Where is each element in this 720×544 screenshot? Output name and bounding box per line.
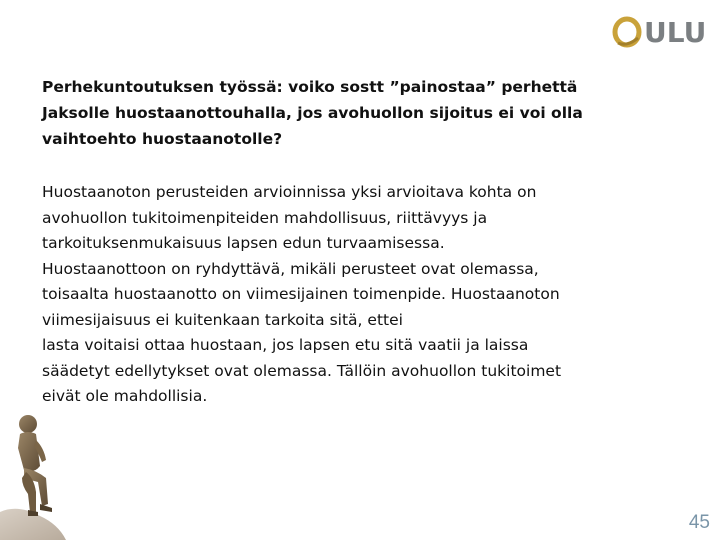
body-line: viimesijaisuus ei kuitenkaan tarkoita sitä, ettei	[42, 310, 403, 329]
body-line: lasta voitaisi ottaa huostaan, jos lapsen etu sitä vaatii ja laissa	[42, 336, 529, 354]
title-line: vaihtoehto huostaanotolle?	[42, 130, 283, 148]
body-line: Huostaanottoon on ryhdyttävä, mikäli perusteet ovat olemassa,	[42, 259, 539, 278]
title-line: Perhekuntoutuksen työssä: voiko sostt ”painostaa” perhettä	[42, 78, 578, 96]
body-line: toisaalta huostaanotto on viimesijainen toimenpide. Huostaanoton	[42, 285, 560, 303]
body-line: säädetyt edellytykset ovat olemassa. Tällöin avohuollon tukitoimet	[42, 361, 562, 380]
slide-title	[42, 74, 702, 152]
body-line: avohuollon tukitoimenpiteiden mahdollisuus, riittävyys ja	[42, 208, 488, 227]
title-line: Jaksolle huostaanottouhalla, jos avohuollon sijoitus ei voi olla	[42, 104, 583, 122]
body-line: Huostaanoton perusteiden arvioinnissa yksi arvioitava kohta on	[42, 183, 537, 201]
slide-body	[42, 180, 692, 410]
oulu-logo	[610, 12, 710, 52]
body-line: eivät ole mahdollisia.	[42, 387, 208, 405]
oulu-logo-text: ULU	[644, 16, 707, 49]
page-number: 45	[688, 512, 710, 533]
oulu-logo-o-icon	[612, 16, 642, 48]
boy-statue-image	[0, 408, 80, 540]
body-line: tarkoituksenmukaisuus lapsen edun turvaamisessa.	[42, 234, 445, 252]
